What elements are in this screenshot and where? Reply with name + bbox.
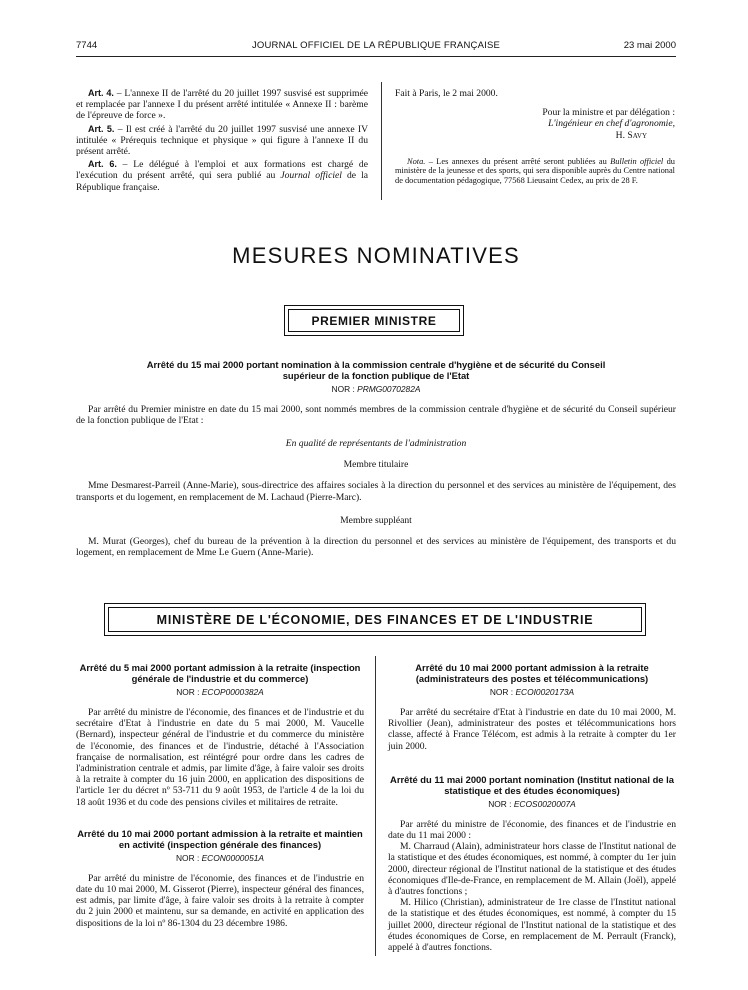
suppleant-text: M. Murat (Georges), chef du bureau de la prévention à la direction du personnel et des services au ministère de l'équipement, des transports et du logement, en remplacement de Mme Le Guern (Anne-Marie). bbox=[76, 535, 676, 559]
nor-line: NOR : ECOI0020173A bbox=[489, 687, 575, 697]
suppleant-label: Membre suppléant bbox=[340, 514, 412, 526]
arrete-10-mai-finances-text: Par arrêté du ministre de l'économie, des finances et de l'industrie en date du 10 mai 2000, M. Gisserot (Pierre), inspecteur général des finances, est admis, par limite d'âge, à faire valoir ses droits à la retraite à compter du 2 juin 2000 et maintenu, sur sa demande, en activité en application des dispositions de la loi nº 86-1304 du 23 décembre 1986. bbox=[76, 872, 364, 929]
titulaire-text: Mme Desmarest-Parreil (Anne-Marie), sous-directrice des affaires sociales à la direction du personnel et des services au ministère de l'équipement, des transports et du logement, en remplacement de M. Lachaud (Pierre-Marc). bbox=[76, 480, 676, 503]
signatory-name: H. Savy bbox=[615, 129, 647, 141]
arrete-5-mai-title: Arrêté du 5 mai 2000 portant admission à la retraite (inspection générale de l'industrie et du commerce) bbox=[79, 662, 361, 684]
page-header bbox=[76, 40, 676, 54]
fait-a-paris: Fait à Paris, le 2 mai 2000. bbox=[395, 88, 498, 99]
arrete-10-mai-postes-title: Arrêté du 10 mai 2000 portant admission à la retraite (administrateurs des postes et télécommunications) bbox=[415, 662, 649, 684]
top-left-column bbox=[76, 88, 368, 195]
issue-date: 23 mai 2000 bbox=[623, 40, 676, 51]
nota: Nota. – Les annexes du présent arrêté seront publiées au Bulletin officiel du ministère de la jeunesse et des sports, qui sera disponible auprès du Centre national de documentation pédagogique, 77568 Lieusaint Cedex, au prix de 28 F. bbox=[395, 156, 675, 185]
arrete-5-mai-text: Par arrêté du ministre de l'économie, des finances et de l'industrie et du secrétaire d'Etat à l'industrie en date du 5 mai 2000, M. Vaucelle (Bernard), inspecteur général de l'industrie et du commerce du ministère de l'économie, des finances et de l'industrie, détaché à l'Association française de normalisation, est réintégré pour ordre dans les cadres de l'administration centrale et admis, par limite d'âge, à faire valoir ses droits à la retraite à compter du 16 juin 2000, en application des dispositions de l'article 1er du décret nº 53-711 du 9 août 1953, de l'article 4 de la loi du 18 août 1936 et du code des pensions civiles et militaires de retraite. bbox=[76, 707, 364, 808]
arrete-intro: Par arrêté du Premier ministre en date du 15 mai 2000, sont nommés membres de la commission centrale d'hygiène et de sécurité du Conseil supérieur de la fonction publique de l'Etat : bbox=[76, 404, 676, 427]
arrete-11-mai-hilico: M. Hilico (Christian), administrateur de 1re classe de l'Institut national de la statistique et des études économiques, est nommé, à compter du 15 juillet 2000, directeur régional de l'Institut national de la statistique et des études économiques de Corse, en remplacement de M. Perrault (Franck), appelé à d'autres fonctions. bbox=[388, 897, 676, 954]
journal-title: JOURNAL OFFICIEL DE LA RÉPUBLIQUE FRANÇAISE bbox=[251, 40, 501, 51]
article-6: Art. 6. – Le délégué à l'emploi et aux formations est chargé de l'exécution du présent arrêté, qui sera publié au Journal officiel de la République française. bbox=[76, 159, 369, 193]
economie-label: MINISTÈRE DE L'ÉCONOMIE, DES FINANCES ET DE L'INDUSTRIE bbox=[108, 607, 642, 632]
article-5: Art. 5. – Il est créé à l'arrêté du 20 juillet 1997 susvisé une annexe IV intitulée « Prérequis technique et physique » qui figure à l'annexe II du présent arrêté. bbox=[76, 123, 368, 158]
subheading: En qualité de représentants de l'administration bbox=[285, 438, 467, 450]
column-divider bbox=[381, 82, 382, 200]
top-right-column bbox=[395, 88, 675, 186]
economie-box bbox=[104, 603, 646, 636]
premier-ministre-box bbox=[284, 305, 464, 336]
signature-block: Pour la ministre et par délégation : L'ingénieur en chef d'agronomie, H. Savy bbox=[395, 107, 675, 141]
nor-line: NOR : ECOP0000382A bbox=[176, 687, 264, 697]
arrete-11-mai-charraud: M. Charraud (Alain), administrateur hors classe de l'Institut national de la statistique et des études économiques, est nommé, à compter du 1er juin 2000, directeur régional de l'Institut national de la statistique et des études économiques d'Ile-de-France, en remplacement de M. Allain (Joël), appelé à d'autres fonctions ; bbox=[388, 841, 676, 898]
arrete-10-mai-postes-text: Par arrêté du secrétaire d'Etat à l'industrie en date du 10 mai 2000, M. Rivollier (Jean), administrateur des postes et télécommunications hors classe, affecté à France Télécom, est admis à la retraite à compter du 1er juin 2000. bbox=[388, 707, 676, 752]
bottom-right-column bbox=[388, 662, 676, 953]
nor-line: NOR : ECOS0020007A bbox=[488, 798, 576, 809]
column-divider bbox=[375, 656, 376, 956]
arrete-title: Arrêté du 15 mai 2000 portant nomination à la commission centrale d'hygiène et de sécurité du Conseil supérieur de la fonction publique de l'Etat bbox=[146, 359, 606, 381]
arrete-10-mai-finances-title: Arrêté du 10 mai 2000 portant admission à la retraite et maintien en activité (inspection générale des finances) bbox=[77, 827, 363, 850]
nor-line: NOR : ECON0000051A bbox=[176, 852, 264, 863]
premier-arrete bbox=[76, 359, 676, 558]
arrete-11-mai-title: Arrêté du 11 mai 2000 portant nomination (Institut national de la statistique et des études économiques) bbox=[390, 773, 674, 796]
section-title: MESURES NOMINATIVES bbox=[232, 243, 520, 268]
arrete-11-mai-intro: Par arrêté du ministre de l'économie, des finances et de l'industrie en date du 11 mai 2000 : bbox=[388, 818, 676, 842]
premier-ministre-label: PREMIER MINISTRE bbox=[288, 309, 460, 332]
page-number: 7744 bbox=[76, 40, 98, 51]
bottom-left-column bbox=[76, 662, 364, 929]
nor-line: NOR : PRMG0070282A bbox=[331, 384, 421, 394]
article-4: Art. 4. – L'annexe II de l'arrêté du 20 juillet 1997 susvisé est supprimée et remplacée par l'annexe I du présent arrêté intitulée « Annexe II : barème de l'épreuve de force ». bbox=[76, 88, 368, 122]
titulaire-label: Membre titulaire bbox=[343, 459, 409, 471]
header-rule bbox=[76, 56, 676, 57]
